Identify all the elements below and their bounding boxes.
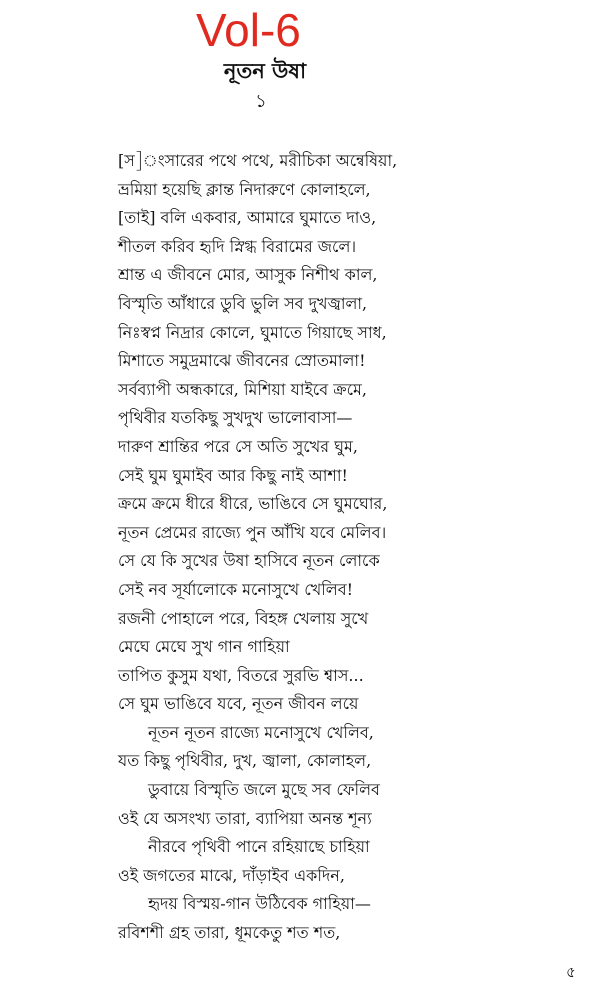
poem-line: সেই ঘুম ঘুমাইব আর কিছু নাই আশা! — [118, 465, 348, 485]
poem-line: ক্রমে ক্রমে ধীরে ধীরে, ভাঙিবে সে ঘুমঘোর, — [118, 494, 388, 514]
poem-line: হৃদয় বিস্ময়-গান উঠিবেক গাহিয়া— — [148, 894, 371, 914]
poem-line: মিশাতে সমুদ্রমাঝে জীবনের স্রোতমালা! — [118, 351, 366, 371]
poem-line: নীরবে পৃথিবী পানে রহিয়াছে চাহিয়া — [148, 837, 370, 857]
poem-line: যত কিছু পৃথিবীর, দুখ, জ্বালা, কোলাহল, — [118, 751, 372, 771]
poem-line: রবিশশী গ্রহ তারা, ধূমকেতু শত শত, — [118, 923, 341, 943]
section-number: ১ — [255, 91, 267, 112]
poem-body — [118, 147, 588, 948]
poem-line: নূতন প্রেমের রাজ্যে পুন আঁখি যবে মেলিব। — [118, 522, 387, 542]
poem-line: নূতন নূতন রাজ্যে মনোসুখে খেলিব, — [148, 722, 374, 742]
poem-line: শ্রান্ত এ জীবনে মোর, আসুক নিশীথ কাল, — [118, 265, 378, 285]
poem-line: ভ্রমিয়া হয়েছি ক্লান্ত নিদারুণে কোলাহলে, — [118, 179, 371, 199]
poem-line: পৃথিবীর যতকিছু সুখদুখ ভালোবাসা— — [118, 408, 353, 428]
poem-line: দারুণ শ্রান্তির পরে সে অতি সুখের ঘুম, — [118, 436, 358, 456]
poem-line: রজনী পোহালে পরে, বিহঙ্গ খেলায় সুখে — [118, 608, 369, 628]
poem-line: সেই নব সূর্যালোকে মনোসুখে খেলিব! — [118, 579, 354, 599]
poem-line: তাপিত কুসুম যথা, বিতরে সুরভি শ্বাস... — [118, 665, 364, 685]
poem-line: ডুবায়ে বিস্মৃতি জলে মুছে সব ফেলিব — [148, 780, 380, 800]
poem-line: মেঘে মেঘে সুখ গান গাহিয়া — [118, 637, 290, 657]
poem-line: সে ঘুম ভাঙিবে যবে, নূতন জীবন লয়ে — [118, 694, 359, 714]
poem-line: নিঃস্বপ্ন নিদ্রার কোলে, ঘুমাতে গিয়াছে সাধ, — [118, 322, 387, 342]
volume-label: Vol-6 — [196, 4, 301, 56]
poem-line: [তাই] বলি একবার, আমারে ঘুমাতে দাও, — [118, 208, 377, 228]
poem-line: ওই যে অসংখ্য তারা, ব্যাপিয়া অনন্ত শূন্য — [118, 808, 372, 828]
poem-line: সে যে কি সুখের উষা হাসিবে নূতন লোকে — [118, 551, 380, 571]
poem-line: ওই জগতের মাঝে, দাঁড়াইব একদিন, — [118, 865, 345, 885]
poem-line: শীতল করিব হৃদি স্নিগ্ধ বিরামের জলে। — [118, 236, 357, 256]
poem-title: নূতন উষা — [223, 58, 307, 83]
poem-line: বিস্মৃতি আঁধারে ডুবি ভুলি সব দুখজ্বালা, — [118, 293, 368, 313]
poem-line: সর্বব্যাপী অন্ধকারে, মিশিয়া যাইবে ক্রমে, — [118, 379, 367, 399]
page-number: ৫ — [566, 963, 576, 981]
poem-line: [স]ংসারের পথে পথে, মরীচিকা অন্বেষিয়া, — [118, 151, 398, 170]
